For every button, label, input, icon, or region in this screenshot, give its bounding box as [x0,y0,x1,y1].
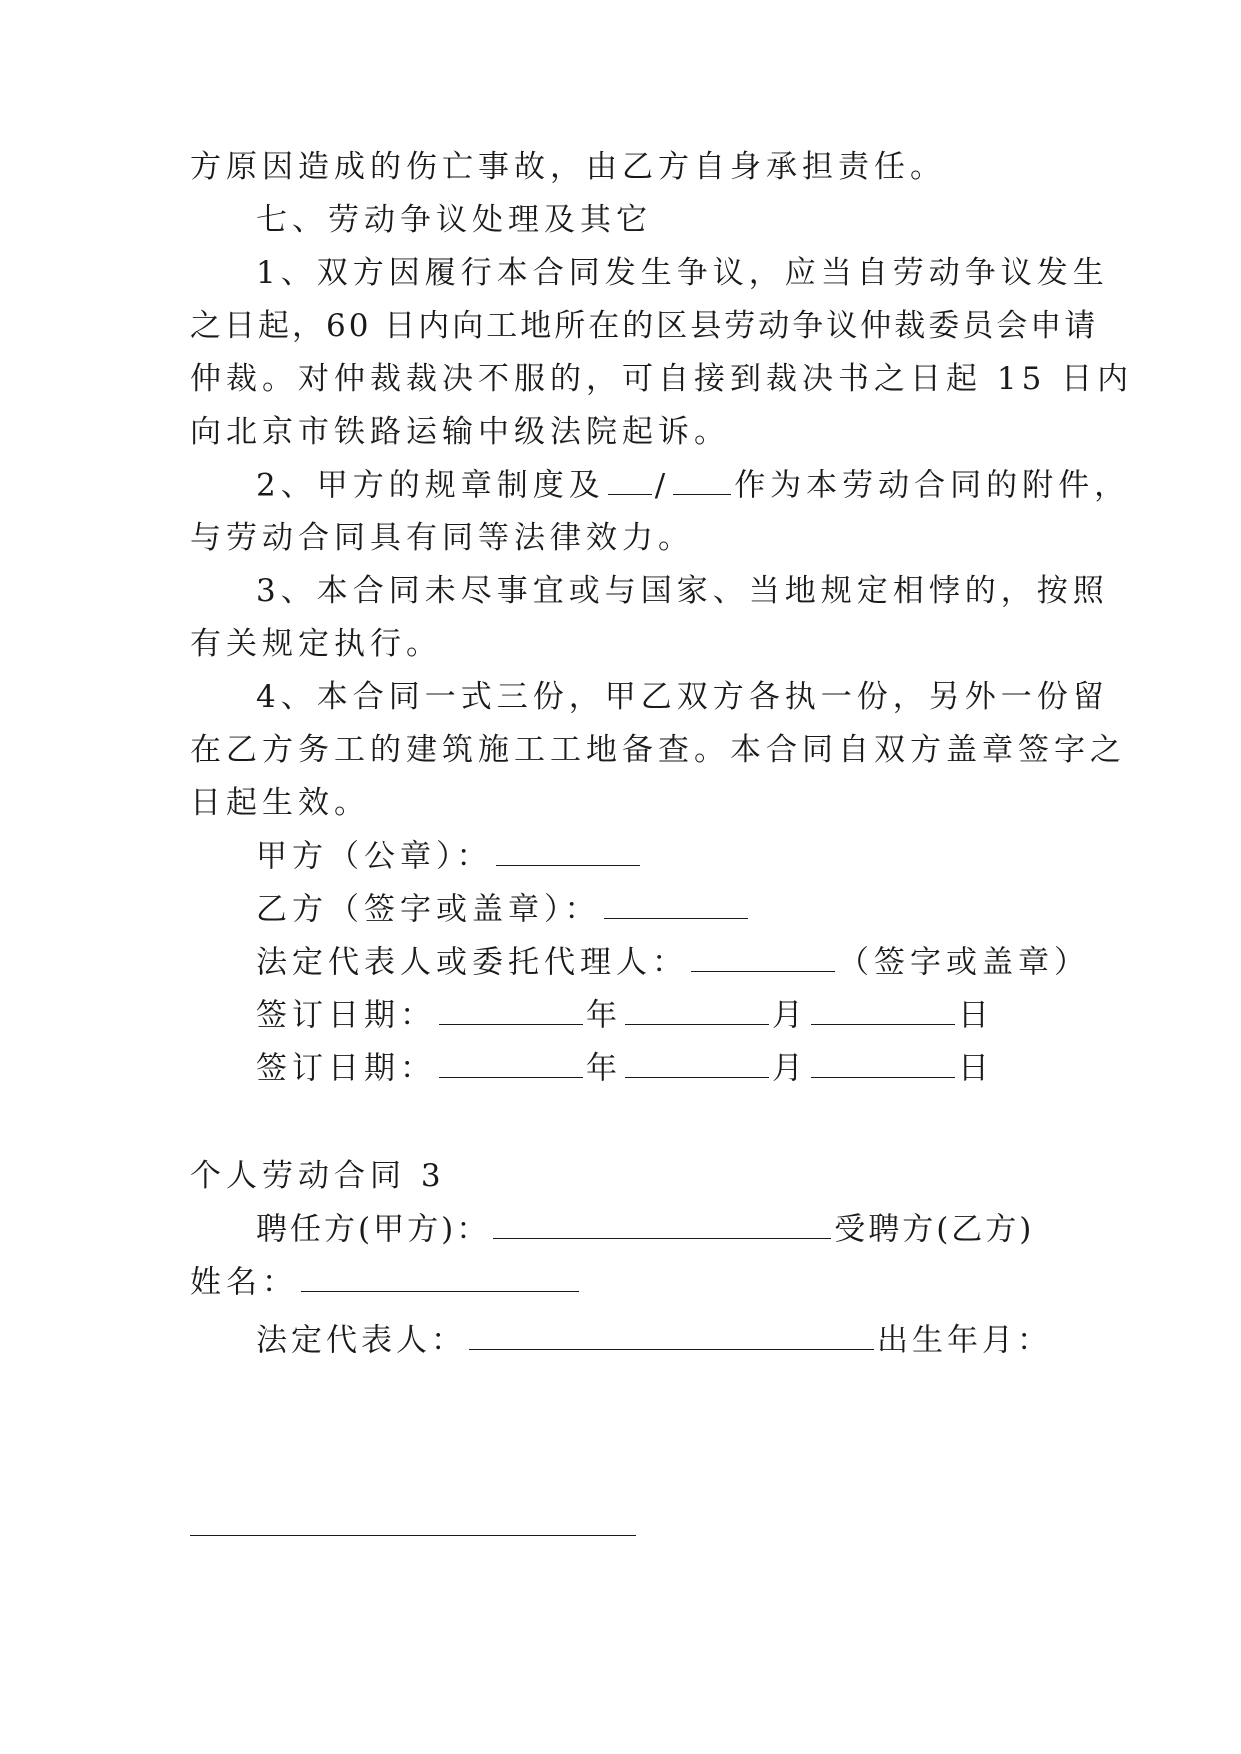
legal-rep-blank[interactable] [691,942,835,972]
legal-rep-suffix: （签字或盖章） [838,944,1090,981]
paragraph-line: 1、双方因履行本合同发生争议，应当自劳动争议发生 [256,255,1109,291]
signature-party-a [256,836,1050,876]
paragraph-line: 有关规定执行。 [190,626,442,662]
paragraph-line: 之日起，60 日内向工地所在的区县劳动争议仲裁委员会申请 [190,308,1099,344]
day-label: 日 [958,1050,994,1087]
signature-party-b [256,889,1050,929]
month-label: 月 [772,997,808,1034]
year-label: 年 [586,997,622,1034]
sign-date-label: 签订日期： [256,1050,436,1087]
name-blank[interactable] [301,1262,579,1292]
party-a-blank[interactable] [496,836,640,866]
sign-date-row-2 [256,1048,1050,1088]
paragraph-line: 与劳动合同具有同等法律效力。 [190,520,694,556]
employer-label: 聘任方(甲方)： [256,1211,491,1248]
contract3-legal-rep-label: 法定代表人： [256,1322,466,1359]
paragraph-line-attachments [256,465,1131,505]
month-label: 月 [772,1050,808,1087]
paragraph-line: 日起生效。 [190,785,370,821]
clause-2-text: 2、甲方的规章制度及 [256,467,605,504]
signature-legal-rep [256,942,1090,982]
contract3-legal-rep-blank[interactable] [469,1320,874,1350]
slash-separator: / [654,467,671,504]
year-label: 年 [586,1050,622,1087]
employee-label: 受聘方(乙方) [834,1211,1035,1248]
month-blank[interactable] [625,1048,769,1078]
attachment-blank-1[interactable] [608,465,652,495]
legal-rep-label: 法定代表人或委托代理人： [256,944,688,981]
paragraph-line: 3、本合同未尽事宜或与国家、当地规定相悖的，按照 [256,573,1109,609]
name-row [190,1262,1050,1302]
birth-date-blank[interactable] [190,1535,636,1536]
section-heading-dispute: 七、劳动争议处理及其它 [256,202,652,238]
paragraph-line: 向北京市铁路运输中级法院起诉。 [190,414,730,450]
birth-label: 出生年月： [877,1322,1052,1359]
sign-date-label: 签订日期： [256,997,436,1034]
day-blank[interactable] [811,1048,955,1078]
year-blank[interactable] [439,995,583,1025]
paragraph-line: 仲裁。对仲裁裁决不服的，可自接到裁决书之日起 15 日内 [190,361,1134,397]
employer-blank[interactable] [493,1209,831,1239]
party-b-blank[interactable] [604,889,748,919]
party-a-label: 甲方（公章）： [256,838,493,875]
paragraph-line: 在乙方务工的建筑施工工地备查。本合同自双方盖章签字之 [190,732,1126,768]
attachment-blank-2[interactable] [673,465,731,495]
name-label: 姓名： [190,1264,298,1301]
party-b-label: 乙方（签字或盖章）： [256,891,601,928]
sign-date-row-1 [256,995,1050,1035]
paragraph-line: 方原因造成的伤亡事故，由乙方自身承担责任。 [190,149,946,185]
paragraph-line: 4、本合同一式三份，甲乙双方各执一份，另外一份留 [256,679,1109,715]
clause-2-text-cont: 作为本劳动合同的附件， [734,467,1131,504]
month-blank[interactable] [625,995,769,1025]
contract-3-heading: 个人劳动合同 3 [190,1158,446,1194]
day-label: 日 [958,997,994,1034]
employer-employee-row [256,1209,1050,1249]
year-blank[interactable] [439,1048,583,1078]
legal-rep-birth-row [256,1320,1050,1360]
day-blank[interactable] [811,995,955,1025]
